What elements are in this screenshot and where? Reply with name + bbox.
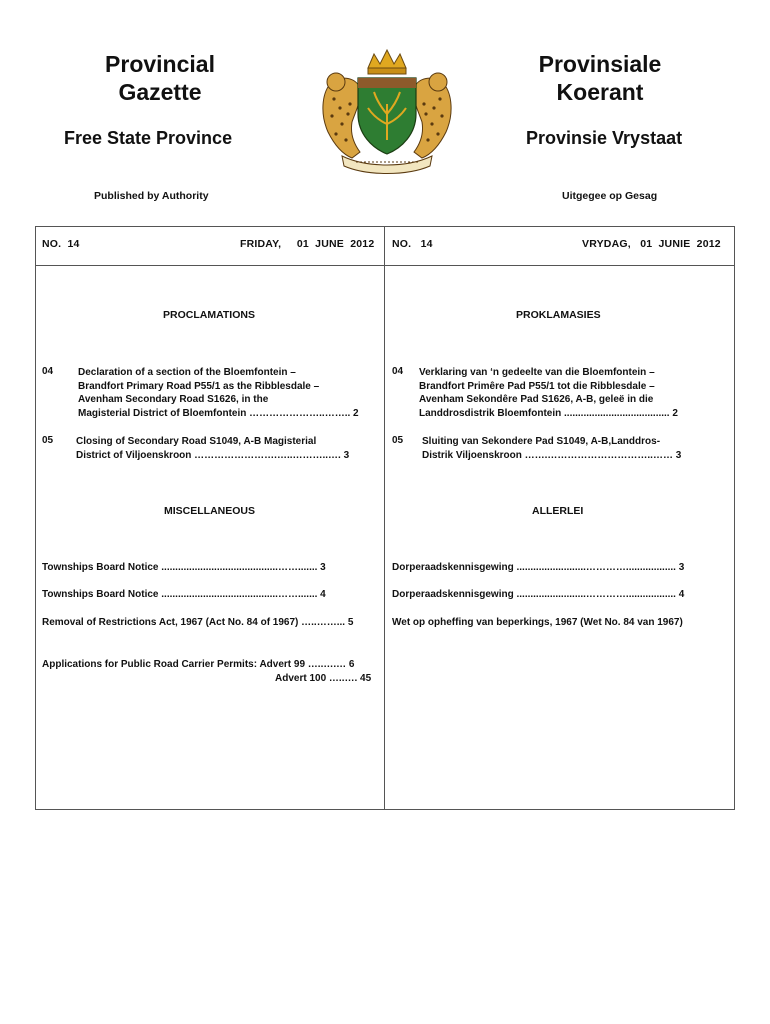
misc-row: Dorperaadskennisgewing .........................………….................. 3: [392, 562, 685, 573]
entry-line: Brandfort Primêre Pad P55/1 tot die Ribblesdale –: [419, 380, 655, 392]
issue-row-divider: [35, 265, 735, 266]
entry-line: Sluiting van Sekondere Pad S1049, A-B,Landdros-: [422, 436, 661, 447]
entry-line: Closing of Secondary Road S1049, A-B Magisterial: [76, 436, 317, 447]
right-issue-date: VRYDAG, 01 JUNIE 2012: [582, 238, 721, 250]
right-proclamation-entry: [419, 366, 678, 420]
misc-row: Removal of Restrictions Act, 1967 (Act No. 84 of 1967) …..……... 5: [42, 617, 354, 628]
left-issue-number: NO. 14: [42, 238, 80, 250]
misc-row: Townships Board Notice ..........................................……....... 4: [42, 589, 326, 600]
allerlei-heading: ALLERLEI: [532, 505, 584, 517]
left-proclamation-number: 05: [42, 435, 54, 446]
column-divider: [384, 226, 385, 810]
right-gazette-title: [500, 50, 700, 106]
misc-row: Townships Board Notice ..........................................……....... 3: [42, 562, 326, 573]
coat-of-arms-icon: [312, 44, 462, 174]
right-title-line2: Koerant: [556, 79, 644, 105]
entry-line: Brandfort Primary Road P55/1 as the Ribblesdale –: [78, 380, 320, 392]
entry-line: Declaration of a section of the Bloemfontein –: [78, 367, 296, 378]
left-authority: Published by Authority: [94, 190, 209, 202]
left-province: Free State Province: [64, 128, 233, 148]
right-issue-number: NO. 14: [392, 238, 433, 250]
entry-line: District of Viljoenskroon …………………….…..………..…. 3: [76, 449, 350, 461]
entry-line: Landdrosdistrik Bloemfontein ...................................... 2: [419, 407, 678, 419]
right-proclamation-entry: [422, 435, 681, 462]
left-issue-date: FRIDAY, 01 JUNE 2012: [240, 238, 375, 250]
entry-line: Magisterial District of Bloemfontein …………………..…….. 2: [78, 407, 359, 419]
entry-line: Avenham Secondary Road S1626, in the: [78, 394, 269, 405]
right-proclamation-number: 04: [392, 366, 404, 377]
left-gazette-title: [60, 50, 260, 106]
miscellaneous-heading: MISCELLANEOUS: [164, 505, 256, 517]
entry-line: Distrik Viljoenskroon …….…………………………..…… 3: [422, 449, 682, 461]
permits-row-continued: Advert 100 …..…. 45: [275, 673, 372, 684]
misc-row: Dorperaadskennisgewing .........................………….................. 4: [392, 589, 685, 600]
right-title-line1: Provinsiale: [538, 51, 662, 77]
proclamations-heading: PROCLAMATIONS: [163, 309, 255, 321]
left-proclamation-entry: [78, 366, 359, 420]
left-title-line1: Provincial: [105, 51, 215, 77]
proklamasies-heading: PROKLAMASIES: [516, 309, 601, 321]
left-proclamation-entry: [76, 435, 349, 462]
contents-table: [35, 226, 735, 810]
right-authority: Uitgegee op Gesag: [562, 190, 658, 202]
left-proclamation-number: 04: [42, 366, 54, 377]
entry-line: Avenham Sekondêre Pad S1626, A-B, geleë in die: [419, 394, 654, 405]
misc-row: Wet op opheffing van beperkings, 1967 (Wet No. 84 van 1967): [392, 617, 683, 628]
right-proclamation-number: 05: [392, 435, 404, 446]
entry-line: Verklaring van ‘n gedeelte van die Bloemfontein –: [419, 367, 655, 378]
left-title-line2: Gazette: [118, 79, 202, 105]
permits-row: Applications for Public Road Carrier Permits: Advert 99 …..….… 6: [42, 659, 355, 670]
right-province: Provinsie Vrystaat: [526, 128, 683, 148]
